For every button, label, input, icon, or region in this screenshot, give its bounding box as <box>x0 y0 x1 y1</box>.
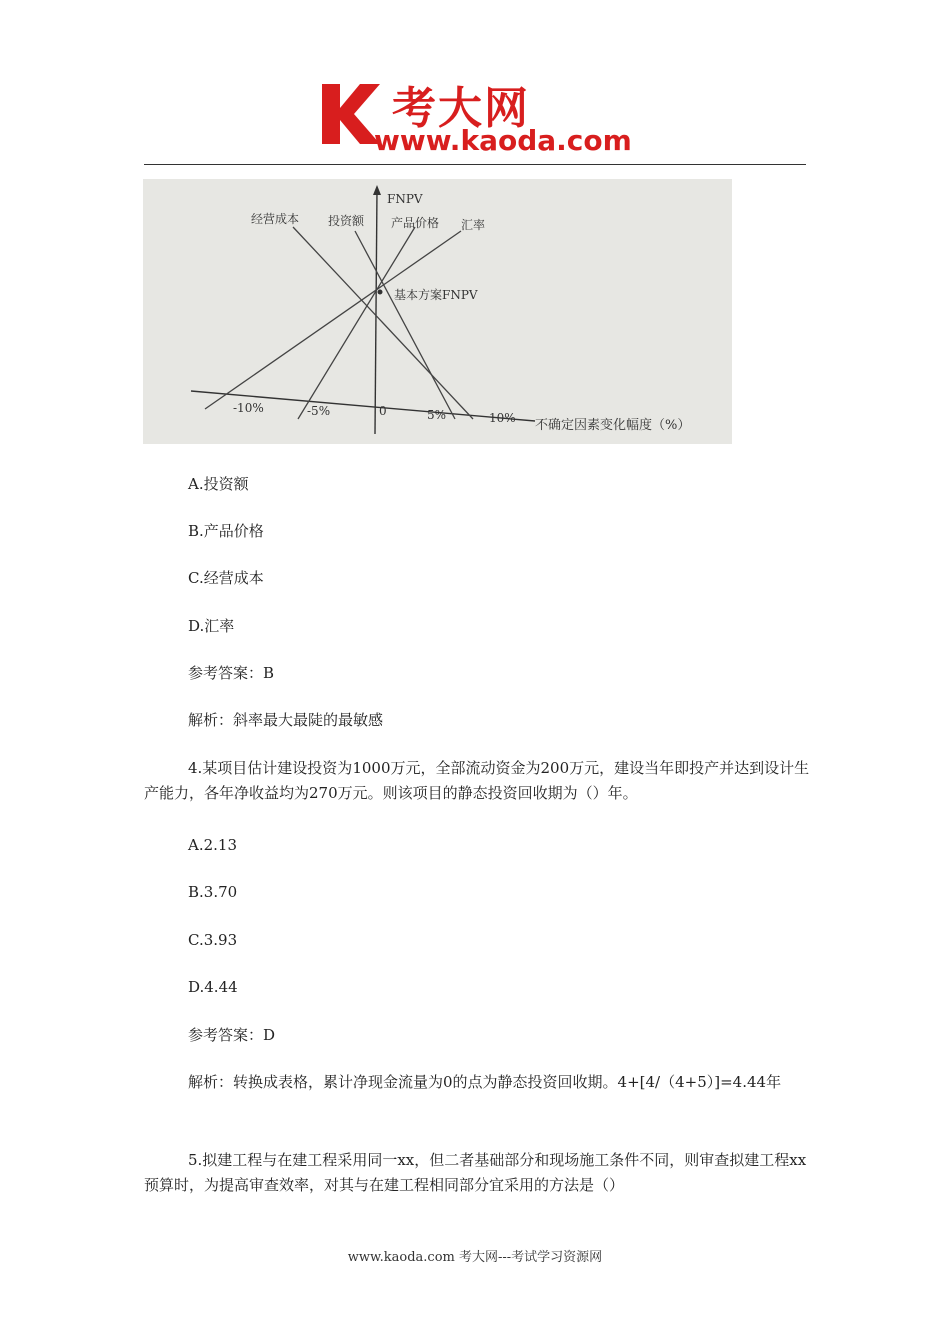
line-product-price <box>298 227 415 419</box>
q4-option-c: C.3.93 <box>188 931 238 949</box>
sensitivity-diagram <box>143 179 732 444</box>
base-point <box>378 290 383 295</box>
kaoda-logo <box>318 78 648 158</box>
label-investment: 投资额 <box>328 214 365 228</box>
q4-answer: 参考答案：D <box>188 1026 276 1044</box>
label-product-price: 产品价格 <box>391 216 440 230</box>
logo-url: www.kaoda.com <box>374 124 632 157</box>
tick-minus-10: -10% <box>233 401 264 415</box>
q3-option-d: D.汇率 <box>188 617 235 635</box>
sensitivity-figure <box>143 179 732 444</box>
tick-plus-5: 5% <box>427 408 447 422</box>
q5-stem: 5.拟建工程与在建工程采用同一xx，但二者基础部分和现场施工条件不同，则审查拟建工程xx预算时，为提高审查效率，对其与在建工程相同部分宜采用的方法是（） <box>144 1151 807 1194</box>
q4-option-d: D.4.44 <box>188 978 238 996</box>
q3-option-b: B.产品价格 <box>188 522 264 540</box>
line-investment <box>355 231 455 419</box>
tick-zero: 0 <box>379 404 387 418</box>
label-exchange-rate: 汇率 <box>461 218 486 232</box>
logo-chinese-name: 考大网 <box>392 83 530 134</box>
line-operating-cost <box>293 227 473 419</box>
line-exchange-rate <box>205 231 461 409</box>
q4-option-b: B.3.70 <box>188 883 238 901</box>
q3-option-a: A.投资额 <box>188 475 249 493</box>
y-axis-label: FNPV <box>387 192 423 206</box>
q3-option-c: C.经营成本 <box>188 569 264 587</box>
q4-analysis: 解析：转换成表格，累计净现金流量为0的点为静态投资回收期。4+[4/（4+5）]=4.44年 <box>188 1073 782 1091</box>
q3-answer: 参考答案：B <box>188 664 275 682</box>
label-operating-cost: 经营成本 <box>251 212 300 226</box>
header-divider <box>144 164 806 165</box>
label-base-fnpv: 基本方案FNPV <box>394 288 478 302</box>
q4-option-a: A.2.13 <box>188 836 237 854</box>
tick-plus-10: 10% <box>489 411 516 425</box>
tick-minus-5: -5% <box>307 404 331 418</box>
x-axis-label: 不确定因素变化幅度（%） <box>535 418 691 433</box>
page-footer: www.kaoda.com 考大网---考试学习资源网 <box>347 1250 603 1265</box>
y-axis <box>375 189 377 434</box>
q3-analysis: 解析：斜率最大最陡的最敏感 <box>188 711 384 729</box>
y-axis-arrow <box>373 185 381 195</box>
q4-stem: 4.某项目估计建设投资为1000万元，全部流动资金为200万元，建设当年即投产并达到设计生产能力，各年净收益均为270万元。则该项目的静态投资回收期为（）年。 <box>144 759 810 802</box>
